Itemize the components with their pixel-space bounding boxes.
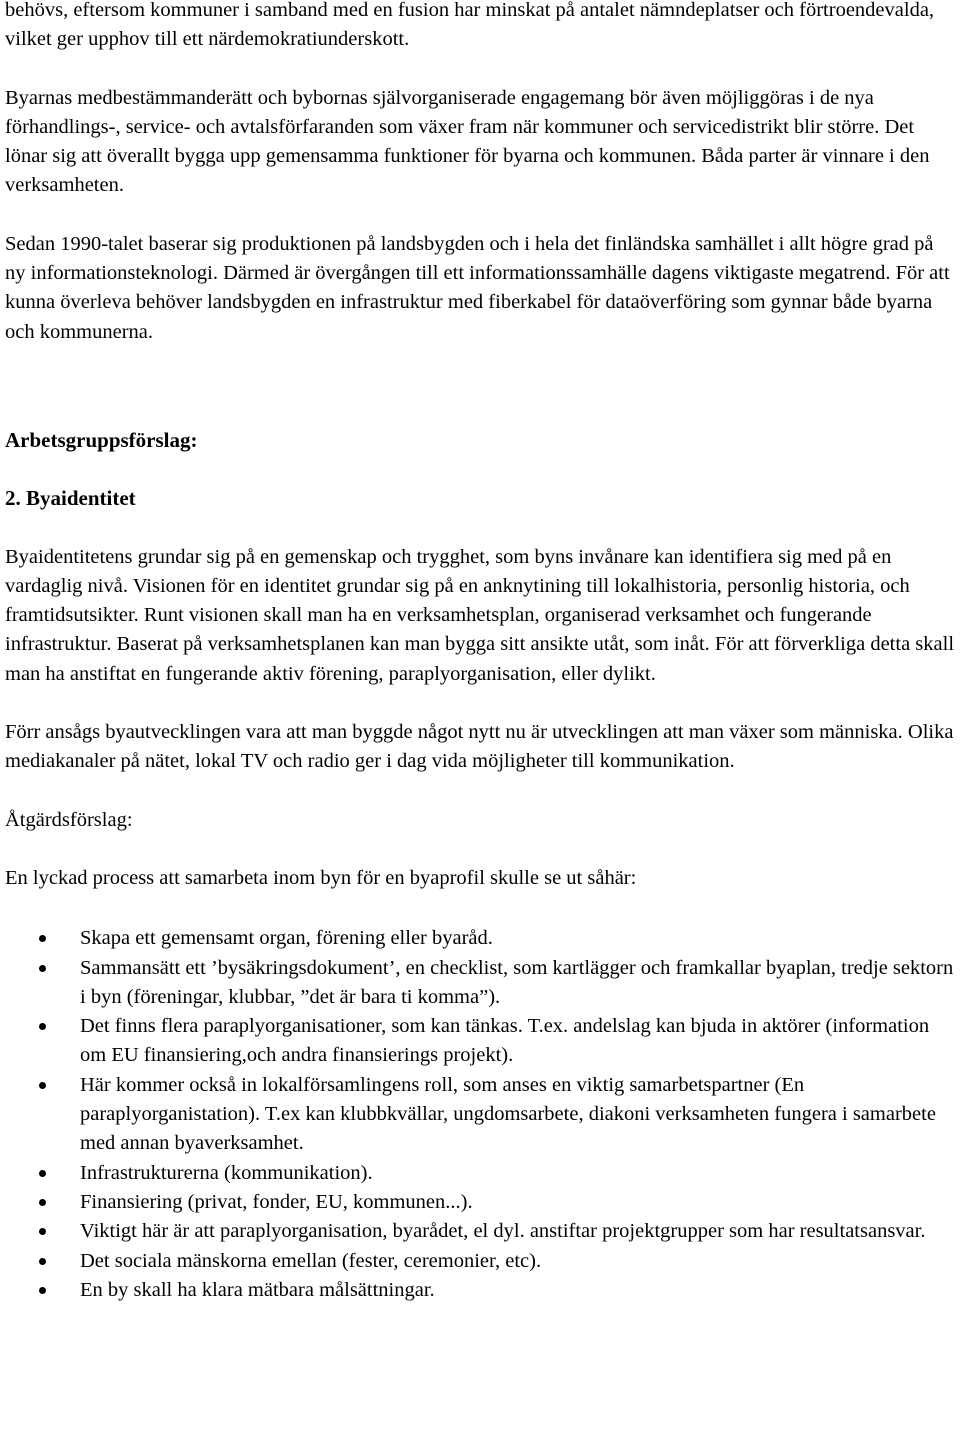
bullet-icon [39, 1199, 46, 1206]
bullet-icon [39, 1287, 46, 1294]
heading-action-proposal: Åtgärdsförslag: [5, 808, 133, 831]
paragraph-information-technology: Sedan 1990-talet baserar sig produktionen på landsbygden och i hela det finländska samhället i allt högre grad på ny informationsteknologi. Därmed är övergången till ett informationssamhälle dagens viktigaste megatrend. För att kunna överleva behöver landsbygden en infrastruktur med fiberkabel för dataöverföring som gynnar både byarna och kommunerna. [5, 232, 950, 343]
paragraph-village-development: Förr ansågs byautvecklingen vara att man byggde något nytt nu är utvecklingen att man växer som människa. Olika mediakanaler på nätet, lokal TV och radio ger i dag vida möjligheter till kommunikation. [5, 721, 954, 773]
paragraph-village-identity: Byaidentitetens grundar sig på en gemenskap och trygghet, som byns invånare kan identifiera sig med på en vardaglig nivå. Visionen för en identitet grundar sig på en anknytining till lokalhistoria, personlig historia, och framtidsutsikter. Runt visionen skall man ha en verksamhetsplan, organiserad verksamhet och fungerande infrastruktur. Baserat på verksamhetsplanen kan man bygga sitt ansikte utåt, som inåt. För att förverkliga detta skall man ha anstiftat en fungerande aktiv förening, paraplyorganisation, eller dylikt. [5, 545, 955, 685]
action-list [5, 924, 957, 1305]
list-item-text: Skapa ett gemensamt organ, förening eller byaråd. [80, 927, 493, 950]
list-item-text: Här kommer också in lokalförsamlingens roll, som anses en viktig samarbetspartner (En paraplyorganistation). T.ex kan klubbkvällar, ungdomsarbete, diakoni verksamheten fungera i samarbete med annan byaverksamhet. [80, 1073, 936, 1155]
bullet-icon [39, 1023, 46, 1030]
list-item [5, 954, 957, 1013]
heading-working-group-proposal: Arbetsgruppsförslag: [5, 427, 198, 452]
bullet-icon [39, 965, 46, 972]
list-item-text: Infrastrukturerna (kommunikation). [80, 1161, 373, 1184]
paragraph-village-codetermination: Byarnas medbestämmanderätt och bybornas självorganiserade engagemang bör även möjliggöras i de nya förhandlings-, service- och avtalsförfaranden som växer fram när kommuner och servicedistrikt blir större. Det lönar sig att överallt bygga upp gemensamma funktioner för byarna och kommunen. Båda parter är vinnare i den verksamheten. [5, 86, 930, 197]
heading-village-identity: 2. Byaidentitet [5, 486, 136, 511]
bullet-icon [39, 1258, 46, 1265]
document-page [5, 0, 957, 1305]
list-item [5, 1159, 957, 1188]
list-item [5, 1217, 957, 1246]
paragraph-intro-continued: behövs, eftersom kommuner i samband med en fusion har minskat på antalet nämndeplatser och förtroendevalda, vilket ger upphov till ett närdemokratiunderskott. [5, 0, 935, 51]
list-item [5, 1276, 957, 1305]
bullet-icon [39, 1170, 46, 1177]
list-item [5, 1247, 957, 1276]
list-item [5, 924, 957, 953]
list-item-text: Sammansätt ett ’bysäkringsdokument’, en checklist, som kartlägger och framkallar byaplan, tredje sektorn i byn (föreningar, klubbar, ”det är bara ti komma”). [80, 956, 954, 1008]
bullet-icon [39, 935, 46, 942]
list-item-text: En by skall ha klara mätbara målsättningar. [80, 1278, 435, 1301]
list-item-text: Det finns flera paraplyorganisationer, som kan tänkas. T.ex. andelslag kan bjuda in aktörer (information om EU finansiering,och andra finansierings projekt). [80, 1015, 930, 1067]
list-item-text: Viktigt här är att paraplyorganisation, byarådet, el dyl. anstiftar projektgrupper som har resultatsansvar. [80, 1220, 926, 1243]
bullet-icon [39, 1082, 46, 1089]
paragraph-process-intro: En lyckad process att samarbeta inom byn för en byaprofil skulle se ut såhär: [5, 866, 637, 889]
list-item [5, 1188, 957, 1217]
list-item [5, 1071, 957, 1159]
list-item [5, 1012, 957, 1071]
list-item-text: Det sociala mänskorna emellan (fester, ceremonier, etc). [80, 1249, 542, 1272]
list-item-text: Finansiering (privat, fonder, EU, kommunen...). [80, 1190, 473, 1213]
bullet-icon [39, 1228, 46, 1235]
